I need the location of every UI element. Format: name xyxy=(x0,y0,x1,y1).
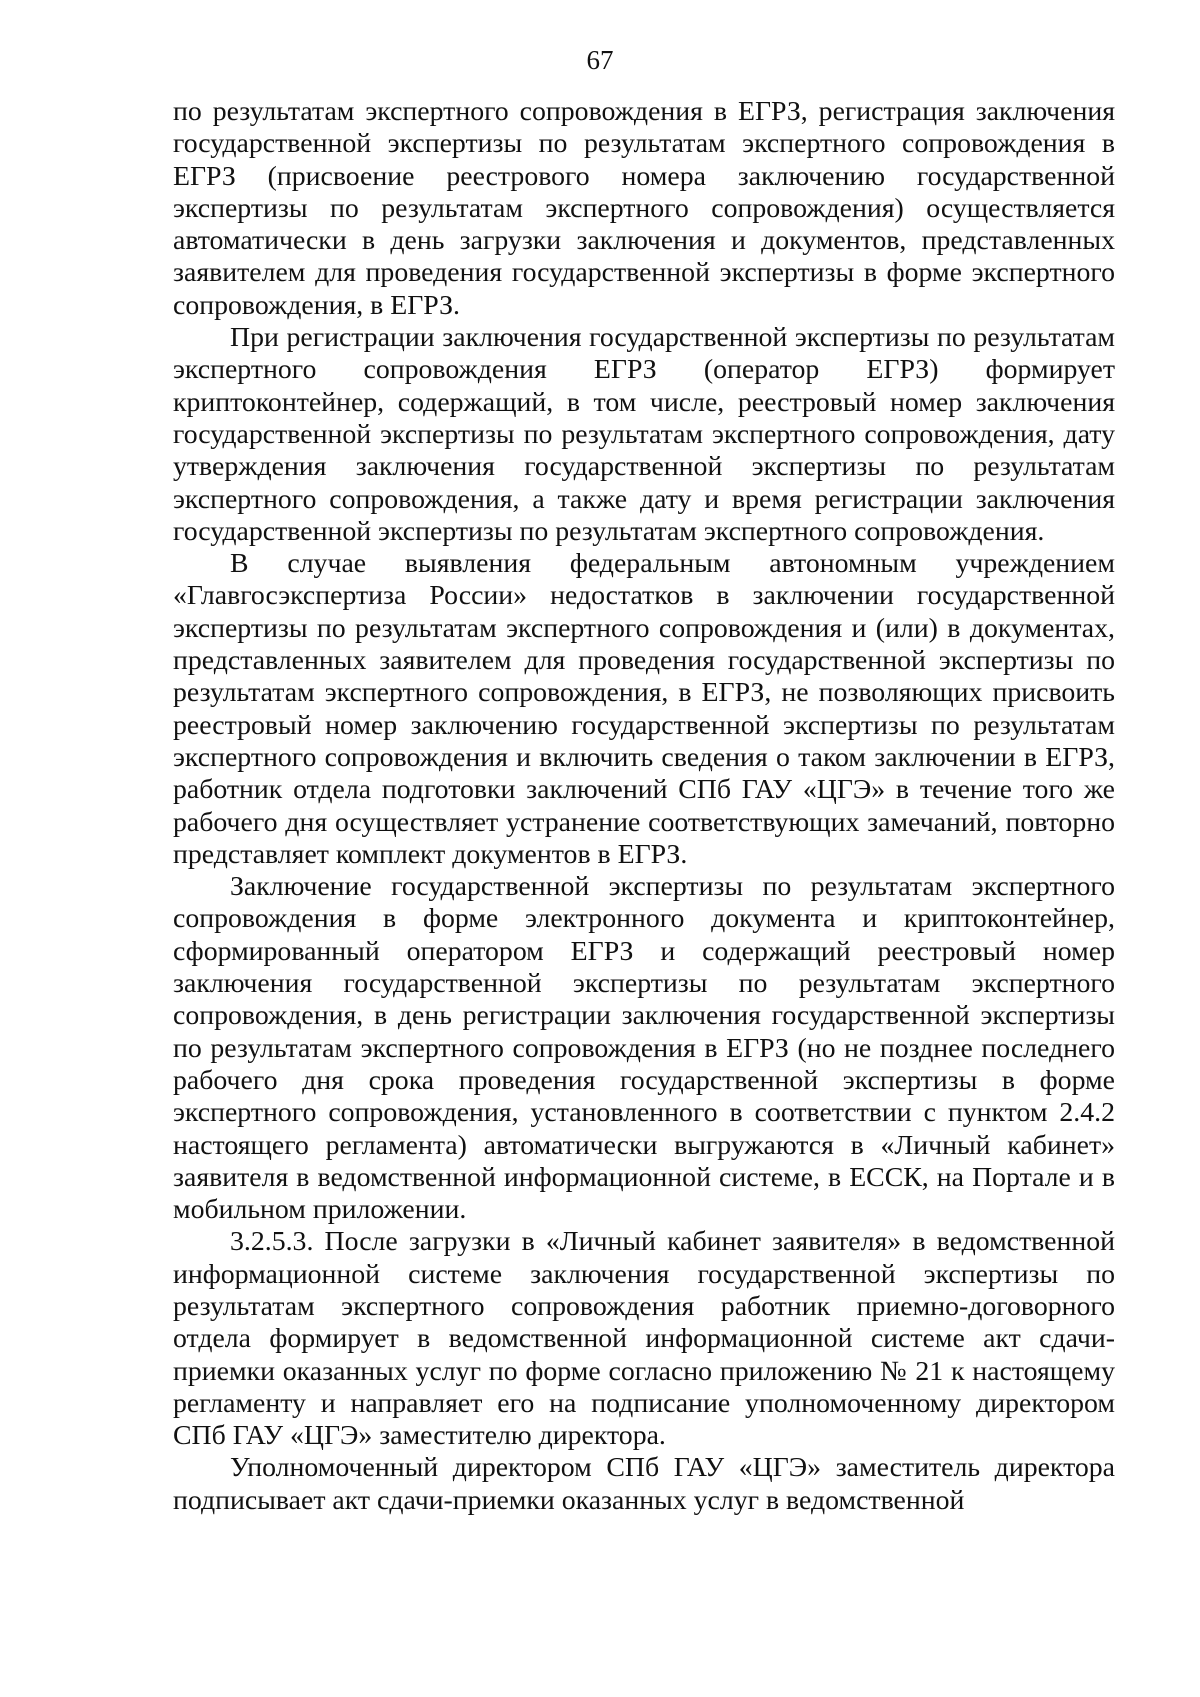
paragraph-continuation: по результатам экспертного сопровождения в ЕГРЗ, регистрация заключения государственной экспертизы по результатам экспертного сопровождения в ЕГРЗ (присвоение реестрового номера заключению государственной экспертизы по результатам экспертного сопровождения) осуществляется автоматически в день загрузки заключения и документов, представленных заявителем для проведения государственной экспертизы в форме экспертного сопровождения, в ЕГРЗ. xyxy=(173,96,1115,321)
paragraph-registration: При регистрации заключения государственной экспертизы по результатам экспертного сопровождения ЕГРЗ (оператор ЕГРЗ) формирует криптоконтейнер, содержащий, в том числе, реестровый номер заключения государственной экспертизы по результатам экспертного сопровождения, дату утверждения заключения государственной экспертизы по результатам экспертного сопровождения, а также дату и время регистрации заключения государственной экспертизы по результатам экспертного сопровождения. xyxy=(173,322,1115,547)
page-number: 67 xyxy=(586,45,614,75)
paragraph-deficiencies: В случае выявления федеральным автономным учреждением «Главгосэкспертиза России» недостатков в заключении государственной экспертизы по результатам экспертного сопровождения и (или) в документах, представленных заявителем для проведения государственной экспертизы по результатам экспертного сопровождения, в ЕГРЗ, не позволяющих присвоить реестровый номер заключению государственной экспертизы по результатам экспертного сопровождения и включить сведения о таком заключении в ЕГРЗ, работник отдела подготовки заключений СПб ГАУ «ЦГЭ» в течение того же рабочего дня осуществляет устранение соответствующих замечаний, повторно представляет комплект документов в ЕГРЗ. xyxy=(173,548,1115,870)
document-body xyxy=(173,96,1115,1517)
paragraph-conclusion-upload: Заключение государственной экспертизы по результатам экспертного сопровождения в форме электронного документа и криптоконтейнер, сформированный оператором ЕГРЗ и содержащий реестровый номер заключения государственной экспертизы по результатам экспертного сопровождения, в день регистрации заключения государственной экспертизы по результатам экспертного сопровождения в ЕГРЗ (но не позднее последнего рабочего дня срока проведения государственной экспертизы в форме экспертного сопровождения, установленного в соответствии с пунктом 2.4.2 настоящего регламента) автоматически выгружаются в «Личный кабинет» заявителя в ведомственной информационной системе, в ЕССК, на Портале и в мобильном приложении. xyxy=(173,871,1115,1226)
paragraph-deputy-signs: Уполномоченный директором СПб ГАУ «ЦГЭ» заместитель директора подписывает акт сдачи-приемки оказанных услуг в ведомственной xyxy=(173,1452,1115,1516)
paragraph-section-3-2-5-3: 3.2.5.3. После загрузки в «Личный кабинет заявителя» в ведомственной информационной системе заключения государственной экспертизы по результатам экспертного сопровождения работник приемно-договорного отдела формирует в ведомственной информационной системе акт сдачи-приемки оказанных услуг по форме согласно приложению № 21 к настоящему регламенту и направляет его на подписание уполномоченному директором СПб ГАУ «ЦГЭ» заместителю директора. xyxy=(173,1226,1115,1452)
